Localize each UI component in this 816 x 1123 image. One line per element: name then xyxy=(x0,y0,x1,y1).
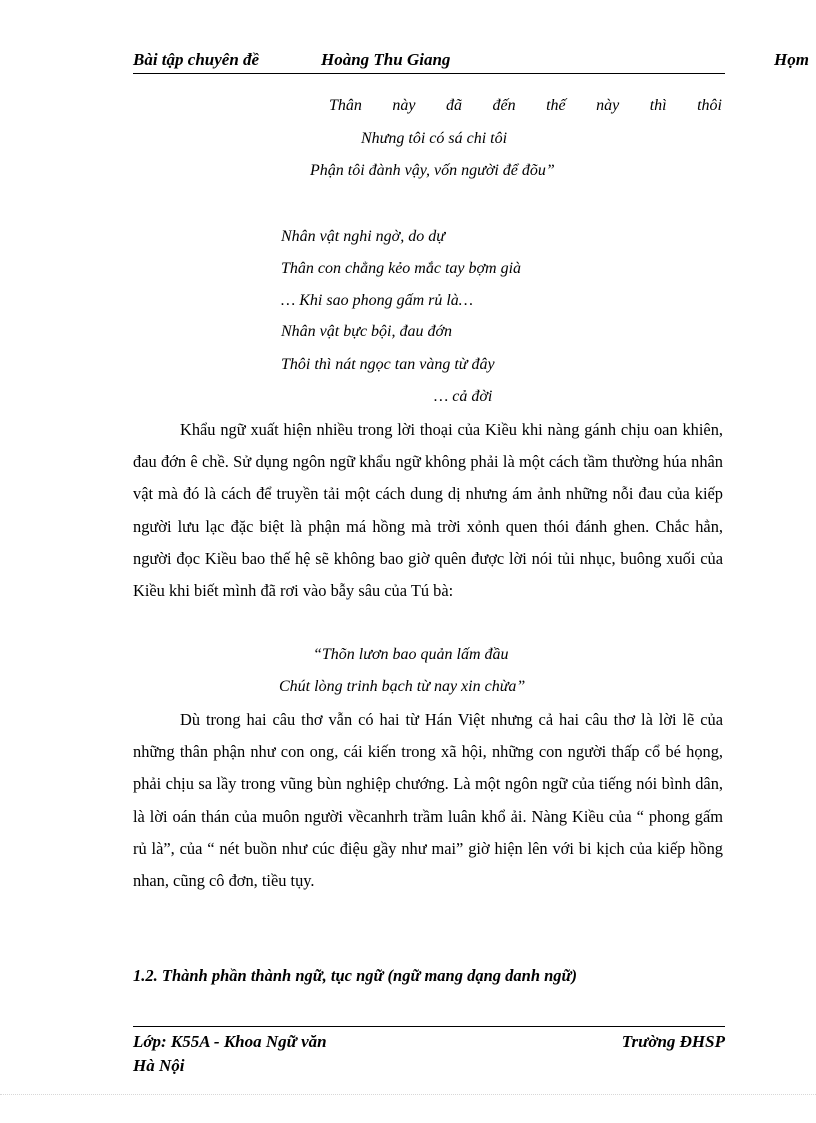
verse2-line2: Thân con chẳng kẻo mắc tay bợm già xyxy=(281,260,522,277)
verse-word: thôi xyxy=(697,97,722,114)
verse2-line4: Nhân vật bực bội, đau đớn xyxy=(281,323,453,340)
page-header xyxy=(133,50,816,74)
verse2-line3: … Khi sao phong gấm rủ là… xyxy=(281,292,474,309)
footer-school: Trường ĐHSP xyxy=(621,1032,725,1051)
verse-word: thì xyxy=(649,97,667,114)
verse1-line2: Nhưng tôi có sá chi tôi xyxy=(361,130,508,147)
verse-word: này xyxy=(392,97,416,114)
footer-city: Hà Nội xyxy=(133,1056,185,1075)
verse-word: thế xyxy=(546,97,566,114)
verse2-line5: Thôi thì nát ngọc tan vàng từ đây xyxy=(281,356,495,373)
footer-class: Lớp: K55A - Khoa Ngữ văn xyxy=(133,1032,327,1051)
header-course-title: Bài tập chuyên đề xyxy=(133,50,260,69)
verse-word: đến xyxy=(492,97,516,114)
body-paragraph-1: Khẩu ngữ xuất hiện nhiều trong lời thoại của Kiều khi nàng gánh chịu oan khiên, đau đớn ê chề. Sử dụng ngôn ngữ khẩu ngữ không phải là một cách tầm thường húa nhân vật mà đó là cách để truyền tải một cách dung dị nhưng ám ảnh những nỗi đau của kiếp người lưu lạc đặc biệt là phận má hồng mà trời xỏnh quen thói đánh ghen. Chắc hẳn, người đọc Kiều bao thế hệ sẽ không bao giờ quên được lời nói tủi nhục, buông xuối của Kiều khi biết mình đã rơi vào bẫy sâu của Tú bà: xyxy=(133,420,723,601)
header-right-text: Họm xyxy=(774,50,809,69)
section-heading: 1.2. Thành phần thành ngữ, tục ngữ (ngữ mang dạng danh ngữ) xyxy=(133,966,577,985)
verse1-line3: Phận tôi đành vậy, vốn người để đõu” xyxy=(310,162,555,179)
footer-divider xyxy=(133,1026,725,1027)
verse3-line2: Chút lòng trinh bạch từ nay xin chừa” xyxy=(279,678,526,695)
verse-word: này xyxy=(596,97,620,114)
page-bottom-border xyxy=(0,1094,816,1095)
verse1-line1 xyxy=(329,97,722,115)
body-paragraph-2: Dù trong hai câu thơ vẫn có hai từ Hán Việt nhưng cả hai câu thơ là lời lẽ của những thân phận như con ong, cái kiến trong xã hội, những con người thấp cổ bé họng, phải chịu sa lầy trong vũng bùn nghiệp chướng. Là một ngôn ngữ của tiếng nói bình dân, là lời oán thán của muôn người vềcanhrh trầm luân khổ ải. Nàng Kiều của “ phong gấm rủ là”, của “ nét buồn như cúc điệu gầy như mai” giờ hiện lên với bi kịch của kiếp hồng nhan, cũng cô đơn, tiều tụy. xyxy=(133,710,723,891)
header-author: Hoàng Thu Giang xyxy=(321,50,451,69)
header-divider xyxy=(133,73,725,74)
verse-word: đã xyxy=(445,97,462,114)
verse2-line1: Nhân vật nghi ngờ, do dự xyxy=(281,228,445,245)
verse2-line6: … cả đời xyxy=(434,388,493,405)
verse-word: Thân xyxy=(329,97,362,114)
verse3-line1: “Thõn lươn bao quản lấm đầu xyxy=(313,646,509,663)
